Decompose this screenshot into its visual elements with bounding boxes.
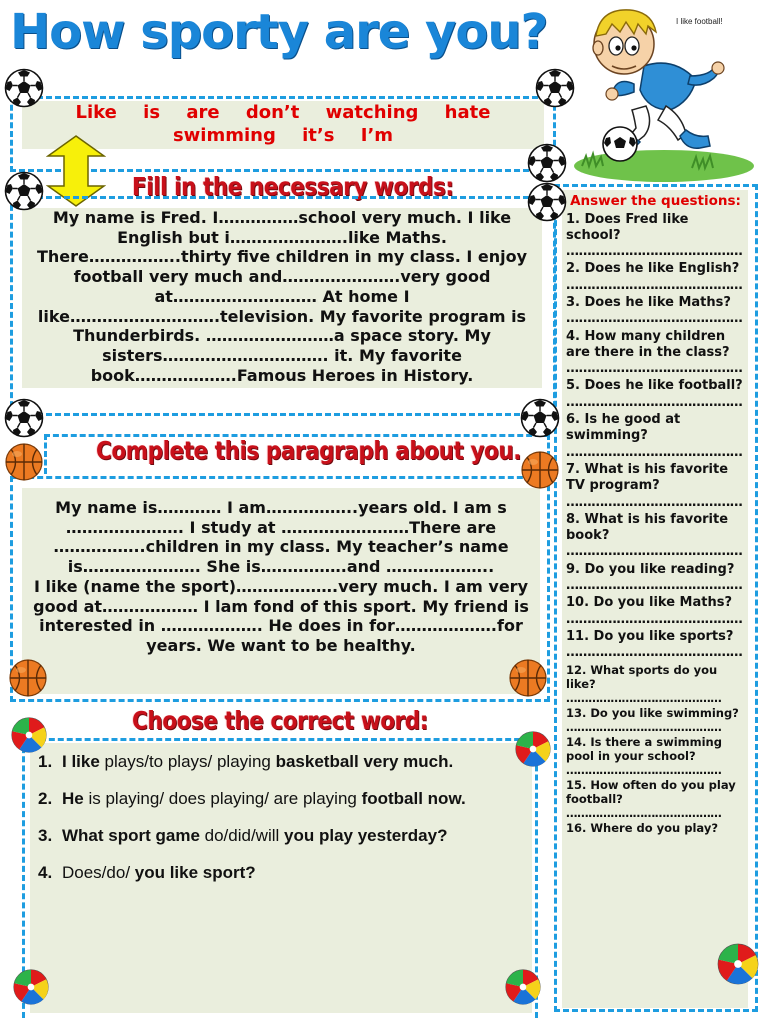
question-text: 11. Do you like sports?	[566, 628, 734, 644]
mcq-options: plays/to plays/ playing	[99, 752, 276, 771]
mcq-item	[38, 747, 522, 777]
answer-line[interactable]: ……………………………………	[566, 394, 743, 410]
section1-text: My name is Fred. I……………school very much. I like English but i………………….like Maths. There……………..thirty five children in my class. I enjoy football very much and………………….very good at……………………… At home I like……………………….television. My favorite program is Thunderbirds. ……………………a space story. My sisters…………………………. it. My favorite book……………….Famous Heroes in History.	[22, 208, 542, 388]
question-item	[566, 735, 745, 777]
section-heading-complete: Complete this paragraph about you.	[96, 436, 521, 465]
question-list	[566, 212, 745, 835]
question-item	[566, 512, 745, 561]
question-item	[566, 329, 745, 378]
beach-ball-icon	[12, 968, 50, 1006]
basketball-icon	[8, 658, 48, 698]
question-item	[566, 595, 745, 628]
section2-top-frame	[44, 434, 550, 474]
question-item	[566, 212, 745, 261]
answer-line[interactable]: ……………………………………	[566, 361, 743, 377]
mcq-options: do/did/will	[199, 826, 285, 845]
word-bank-word: watching	[325, 102, 419, 123]
word-bank-word: hate	[444, 102, 491, 123]
soccer-ball-icon	[527, 143, 567, 183]
question-item	[566, 261, 745, 294]
soccer-ball-icon	[4, 398, 44, 438]
question-item	[566, 821, 745, 835]
mcq-stem-end: basketball very much.	[275, 752, 454, 771]
mcq-number: 1.	[38, 752, 53, 771]
soccer-ball-icon	[4, 171, 44, 211]
question-item	[566, 663, 745, 705]
answer-line[interactable]: ……………………………………	[566, 544, 743, 560]
answer-line[interactable]: ……………………………………	[566, 762, 722, 777]
basketball-icon	[520, 450, 560, 490]
question-text: 2. Does he like English?	[566, 261, 740, 277]
question-text: 14. Is there a swimming pool in your school?	[566, 734, 722, 763]
soccer-ball-icon	[520, 398, 560, 438]
mcq-options: is playing/ does playing/ are playing	[83, 789, 362, 808]
question-item	[566, 562, 745, 595]
answer-line[interactable]: ……………………………………	[566, 444, 743, 460]
word-bank-word: it’s	[302, 125, 335, 146]
question-text: 12. What sports do you like?	[566, 662, 718, 691]
multiple-choice-list	[30, 743, 532, 1013]
question-item	[566, 378, 745, 411]
word-bank-word: don’t	[245, 102, 300, 123]
answers-title: Answer the questions:	[570, 193, 741, 209]
speech-caption: I like football!	[676, 17, 723, 26]
question-text: 15. How often do you play football?	[566, 777, 736, 806]
basketball-icon	[4, 442, 44, 482]
answer-line[interactable]: ……………………………………	[566, 645, 743, 661]
answer-line[interactable]: ……………………………………	[566, 805, 722, 820]
answer-line[interactable]: ……………………………………	[566, 611, 743, 627]
mcq-stem: He	[62, 789, 84, 808]
question-item	[566, 629, 745, 662]
page-title: How sporty are you?	[10, 4, 548, 60]
mcq-item	[38, 821, 522, 851]
word-bank-word: are	[186, 102, 220, 123]
section-heading-choose: Choose the correct word:	[132, 706, 428, 735]
answer-line[interactable]: ……………………………………	[566, 311, 743, 327]
mcq-number: 2.	[38, 789, 53, 808]
question-text: 13. Do you like swimming?	[566, 705, 739, 720]
question-item	[566, 706, 745, 734]
answer-line[interactable]: ……………………………………	[566, 690, 722, 705]
basketball-icon	[508, 658, 548, 698]
question-text: 8. What is his favorite book?	[566, 511, 729, 544]
question-text: 16. Where do you play?	[566, 820, 718, 835]
answer-line[interactable]: ……………………………………	[566, 494, 743, 510]
mcq-options: Does/do/	[62, 863, 135, 882]
word-bank-word: Like	[75, 102, 117, 123]
beach-ball-icon	[716, 942, 760, 986]
section2-text: My name is………… I am……………..years old. I am s …………………. I study at ……………………There are ……………..children in my class. My teacher’s name is…………………. She is…………….and ……………….. I like (name the sport)……………….very much. I am very good at……………… I lam fond of this sport. My friend is interested in ………………. He does in for……………….for years. We want to be healthy.	[22, 488, 540, 694]
answer-line[interactable]: ……………………………………	[566, 277, 743, 293]
soccer-ball-icon	[4, 68, 44, 108]
question-item	[566, 462, 745, 511]
answer-line[interactable]: ……………………………………	[566, 719, 722, 734]
answer-line[interactable]: ……………………………………	[566, 244, 743, 260]
beach-ball-icon	[504, 968, 542, 1006]
mcq-stem: What sport game	[62, 826, 200, 845]
question-text: 4. How many children are there in the class?	[566, 328, 730, 360]
soccer-ball-icon	[527, 182, 567, 222]
answers-panel	[562, 190, 748, 1008]
word-bank-word: I’m	[360, 125, 394, 146]
mcq-item	[38, 858, 522, 888]
beach-ball-icon	[514, 730, 552, 768]
boy-kicking-ball-illustration	[572, 6, 762, 186]
question-text: 1. Does Fred like school?	[566, 211, 689, 243]
section-heading-fill-in: Fill in the necessary words:	[132, 172, 454, 201]
question-item	[566, 295, 745, 328]
mcq-stem-end: football now.	[361, 789, 466, 808]
question-text: 3. Does he like Maths?	[566, 294, 731, 310]
soccer-ball-icon	[535, 68, 575, 108]
word-bank-word: is	[143, 102, 161, 123]
mcq-stem-end: you play yesterday?	[284, 826, 448, 845]
question-text: 9. Do you like reading?	[566, 561, 735, 577]
mcq-number: 4.	[38, 863, 53, 882]
question-text: 7. What is his favorite TV program?	[566, 461, 729, 494]
mcq-item	[38, 784, 522, 814]
mcq-number: 3.	[38, 826, 53, 845]
answer-line[interactable]: ……………………………………	[566, 578, 743, 594]
question-text: 5. Does he like football?	[566, 378, 743, 394]
question-item	[566, 412, 745, 461]
mcq-stem-end: you like sport?	[134, 863, 256, 882]
word-bank-word: swimming	[172, 125, 276, 146]
mcq-stem: I like	[62, 752, 100, 771]
question-item	[566, 778, 745, 820]
question-text: 6. Is he good at swimming?	[566, 412, 681, 444]
beach-ball-icon	[10, 716, 48, 754]
question-text: 10. Do you like Maths?	[566, 595, 732, 611]
